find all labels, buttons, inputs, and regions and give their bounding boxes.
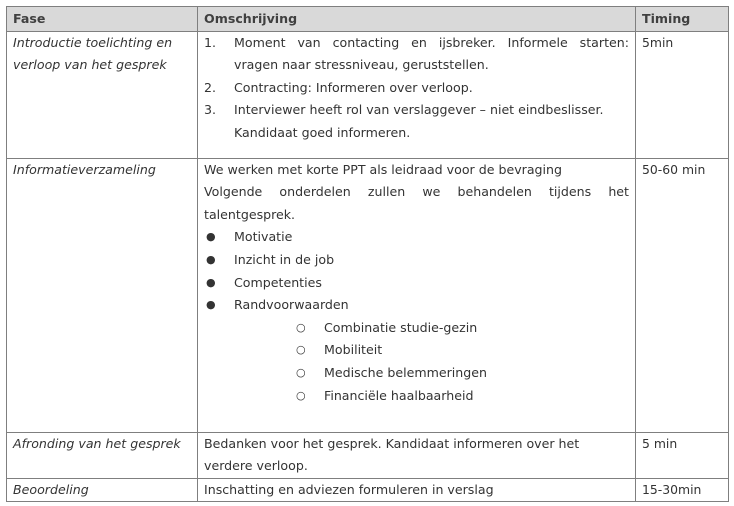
step-number: 3.: [204, 102, 217, 118]
phase-table: [6, 6, 729, 502]
step-number: 1.: [204, 34, 217, 50]
bullet-icon: ●: [206, 252, 216, 266]
fase-cell: Beoordeling: [7, 478, 198, 502]
intro-line: We werken met korte PPT als leidraad voor de bevraging: [204, 161, 563, 177]
timing-cell: 15-30min: [636, 478, 729, 502]
list-item: [204, 362, 629, 385]
list-item: [204, 317, 629, 340]
list-item: [204, 99, 629, 144]
topic-label: Competenties: [234, 274, 322, 290]
intro-line: Volgende onderdelen zullen we behandelen tijdens het talentgesprek.: [204, 184, 629, 222]
bullet-icon: ●: [206, 275, 216, 289]
circle-bullet-icon: ○: [296, 343, 306, 357]
topic-list: [204, 226, 629, 407]
circle-bullet-icon: ○: [296, 388, 306, 402]
list-item: [204, 272, 629, 295]
subtopic-label: Medische belemmeringen: [324, 364, 487, 380]
list-item: [204, 226, 629, 249]
subtopic-label: Financiële haalbaarheid: [324, 387, 474, 403]
timing-cell: 5 min: [636, 432, 729, 478]
omschrijving-cell: Inschatting en adviezen formuleren in verslag: [198, 478, 636, 502]
omschrijving-cell: [198, 31, 636, 158]
omschrijving-cell: Bedanken voor het gesprek. Kandidaat informeren over het verdere verloop.: [198, 432, 636, 478]
header-fase: Fase: [7, 7, 198, 32]
subtopic-label: Mobiliteit: [324, 342, 383, 358]
step-list: [204, 32, 629, 145]
bullet-icon: ●: [206, 230, 216, 244]
list-item: [204, 32, 629, 77]
list-item: [204, 77, 629, 100]
table-row: [7, 158, 729, 432]
timing-cell: 5min: [636, 31, 729, 158]
fase-cell: Introductie toelichting en verloop van het gesprek: [7, 31, 198, 158]
omschrijving-cell: [198, 158, 636, 432]
timing-cell: 50-60 min: [636, 158, 729, 432]
list-item: [204, 249, 629, 272]
topic-label: Motivatie: [234, 229, 293, 245]
table-row: [7, 31, 729, 158]
circle-bullet-icon: ○: [296, 365, 306, 379]
circle-bullet-icon: ○: [296, 320, 306, 334]
header-omschrijving: Omschrijving: [198, 7, 636, 32]
list-item: [204, 385, 629, 408]
step-text: Interviewer heeft rol van verslaggever – niet eindbeslisser. Kandidaat goed informeren.: [234, 102, 604, 140]
table-row: [7, 478, 729, 502]
topic-label: Inzicht in de job: [234, 251, 335, 267]
header-timing: Timing: [636, 7, 729, 32]
subtopic-list: [204, 317, 629, 407]
step-text: Moment van contacting en ijsbreker. Informele starten: vragen naar stressniveau, geruststellen.: [234, 34, 629, 73]
header-row: [7, 7, 729, 32]
subtopic-label: Combinatie studie-gezin: [324, 319, 478, 335]
bullet-icon: ●: [206, 298, 216, 312]
list-item: [204, 294, 629, 407]
topic-label: Randvoorwaarden: [234, 297, 349, 313]
fase-cell: Afronding van het gesprek: [7, 432, 198, 478]
step-text: Contracting: Informeren over verloop.: [234, 79, 473, 95]
fase-cell: Informatieverzameling: [7, 158, 198, 432]
table-row: [7, 432, 729, 478]
step-number: 2.: [204, 79, 217, 95]
list-item: [204, 339, 629, 362]
